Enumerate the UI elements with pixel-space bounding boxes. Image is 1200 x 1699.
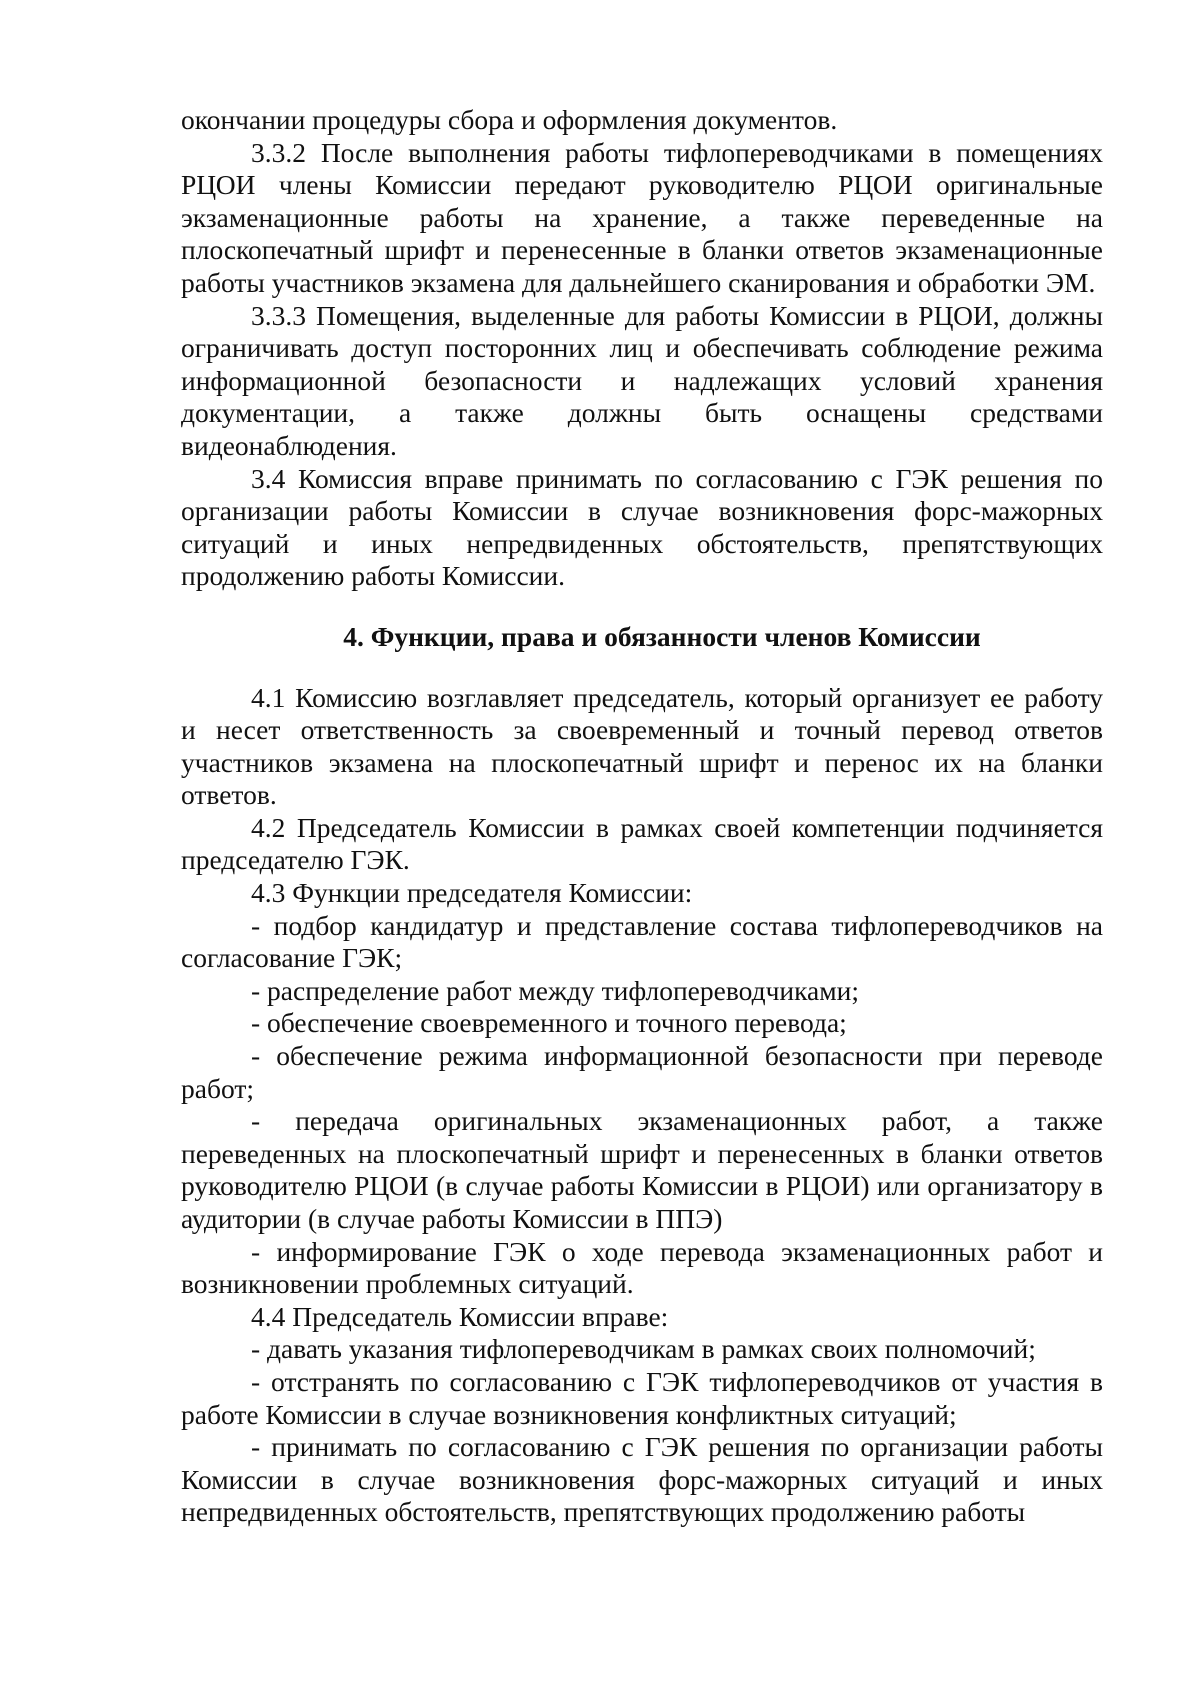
paragraph-4-4: 4.4 Председатель Комиссии вправе: xyxy=(251,1300,669,1332)
paragraph-3-3-2: 3.3.2 После выполнения работы тифлопереводчиками в помещениях РЦОИ члены Комиссии передают руководителю РЦОИ оригинальные экзаменационные работы на хранение, а также переведенные на плоскопечатный шрифт и перенесенные в бланки ответов экзаменационные работы участников экзамена для дальнейшего сканирования и обработки ЭМ. xyxy=(181,136,1103,298)
paragraph-continuation: окончании процедуры сбора и оформления документов. xyxy=(181,104,838,135)
list-item: - принимать по согласованию с ГЭК решения по организации работы Комиссии в случае возникновения форс-мажорных ситуаций и иных непредвиденных обстоятельств, препятствующих продолжению работы xyxy=(181,1431,1103,1528)
paragraph-4-2: 4.2 Председатель Комиссии в рамках своей компетенции подчиняется председателю ГЭК. xyxy=(181,811,1103,876)
list-item: - распределение работ между тифлопереводчиками; xyxy=(251,974,860,1006)
list-item: - отстранять по согласованию с ГЭК тифлопереводчиков от участия в работе Комиссии в случае возникновения конфликтных ситуаций; xyxy=(181,1365,1103,1430)
list-item: - информирование ГЭК о ходе перевода экзаменационных работ и возникновении проблемных ситуаций. xyxy=(181,1235,1103,1300)
section-heading: 4. Функции, права и обязанности членов Комиссии xyxy=(343,620,981,652)
paragraph-3-4: 3.4 Комиссия вправе принимать по согласованию с ГЭК решения по организации работы Комиссии в случае возникновения форс-мажорных ситуаций и иных непредвиденных обстоятельств, препятствующих продолжению работы Комиссии. xyxy=(181,462,1103,592)
paragraph-4-3: 4.3 Функции председателя Комиссии: xyxy=(251,877,693,909)
list-item: - обеспечение своевременного и точного перевода; xyxy=(251,1007,847,1039)
list-item: - подбор кандидатур и представление состава тифлопереводчиков на согласование ГЭК; xyxy=(181,909,1103,974)
list-item: - обеспечение режима информационной безопасности при переводе работ; xyxy=(181,1040,1103,1104)
document-page xyxy=(181,104,1103,1529)
paragraph-4-1: 4.1 Комиссию возглавляет председатель, который организует ее работу и несет ответственность за своевременный и точный перевод ответов участников экзамена на плоскопечатный шрифт и перенос их на бланки ответов. xyxy=(181,681,1103,811)
list-item: - передача оригинальных экзаменационных работ, а также переведенных на плоскопечатный шрифт и перенесенных в бланки ответов руководителю РЦОИ (в случае работы Комиссии в РЦОИ) или организатору в аудитории (в случае работы Комиссии в ППЭ) xyxy=(181,1105,1103,1234)
list-item: - давать указания тифлопереводчикам в рамках своих полномочий; xyxy=(251,1333,1036,1365)
paragraph-3-3-3: 3.3.3 Помещения, выделенные для работы Комиссии в РЦОИ, должны ограничивать доступ посторонних лиц и обеспечивать соблюдение режима информационной безопасности и надлежащих условий хранения документации, а также должны быть оснащены средствами видеонаблюдения. xyxy=(181,299,1103,461)
